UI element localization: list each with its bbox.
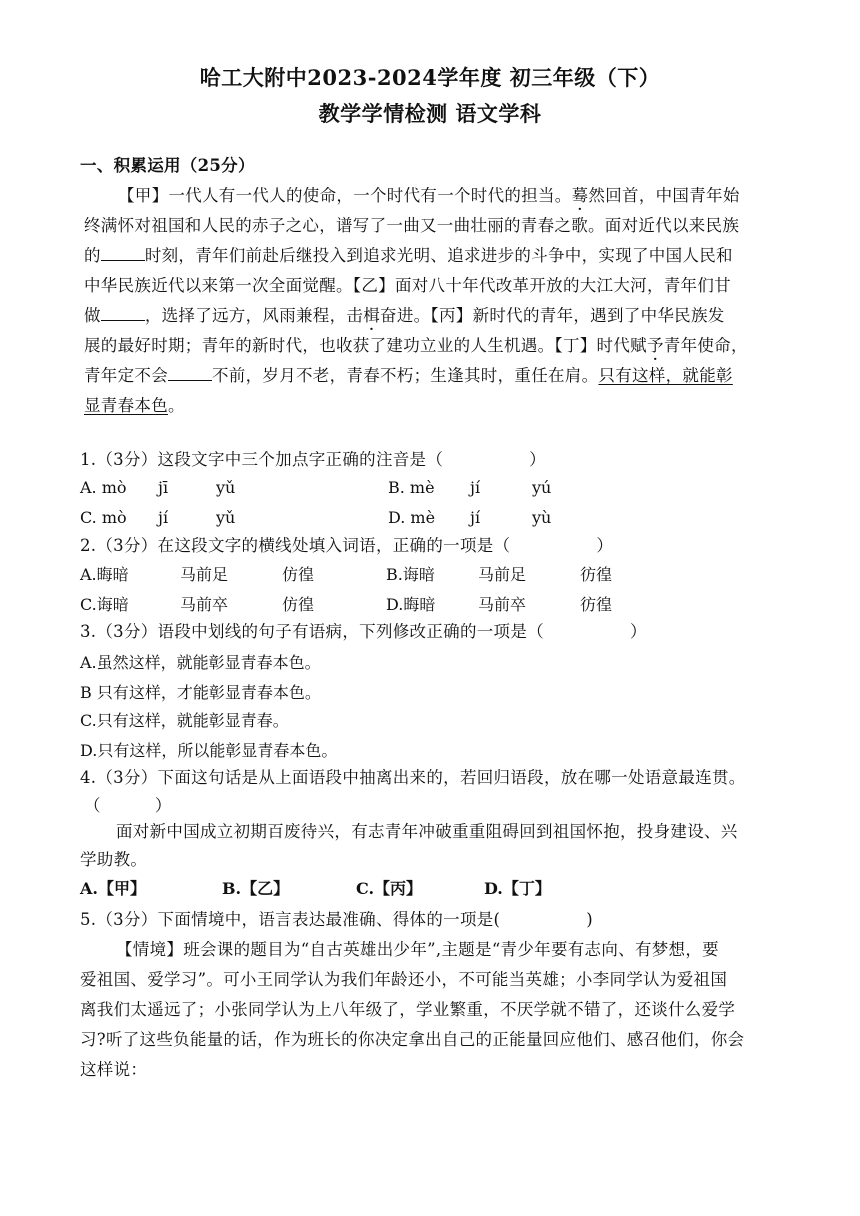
passage-line-3 xyxy=(84,242,733,266)
paren-open: （ xyxy=(84,796,101,815)
q1-option-a-2: jī xyxy=(158,478,169,497)
q5-context-line-4: 习?听了这些负能量的话，作为班长的你决定拿出自己的正能量回应他们、感召他们，你会 xyxy=(80,1030,745,1049)
q2-option-d[interactable]: D.晦暗 xyxy=(386,595,436,614)
fill-blank-2[interactable] xyxy=(101,306,145,321)
passage-line-8 xyxy=(84,392,185,416)
q3-option-b[interactable]: B 只有这样，才能彰显青春本色。 xyxy=(80,683,321,702)
passage-text: 的 xyxy=(84,246,101,265)
q2-option-b-2: 马前足 xyxy=(478,565,527,584)
fill-blank-1[interactable] xyxy=(101,246,145,261)
paren-close: ） xyxy=(629,622,647,641)
q2-option-c-3: 仿徨 xyxy=(282,595,315,614)
q2-option-b[interactable]: B.诲暗 xyxy=(386,565,435,584)
q5-context-line-3: 离我们太遥远了；小张同学认为上八年级了，学业繁重，不厌学就不错了，还谈什么爱学 xyxy=(80,1000,736,1019)
q1-option-d-3: yù xyxy=(532,508,552,527)
section-heading: 一、积累运用（25分） xyxy=(80,156,255,175)
question-text: 1.（3分）这段文字中三个加点字正确的注音是（ xyxy=(80,450,444,469)
q2-option-c-2: 马前卒 xyxy=(180,595,229,614)
q3-option-a[interactable]: A.虽然这样，就能彰显青春本色。 xyxy=(80,653,321,672)
dotted-char: 蓦 xyxy=(571,186,589,205)
q1-option-a[interactable]: A. mò xyxy=(80,478,127,497)
q2-option-d-2: 马前卒 xyxy=(478,595,527,614)
paren-close: ） xyxy=(529,450,546,469)
q5-context-line-1: 【情境】班会课的题目为“自古英雄出少年”,主题是“青少年要有志向、有梦想，要 xyxy=(116,940,719,959)
passage-text: ，选择了远方，风雨兼程，击 xyxy=(144,306,364,325)
answer-paren-line[interactable] xyxy=(84,792,172,816)
q4-sentence-line-2: 学助教。 xyxy=(80,850,148,869)
passage-line-2: 终满怀对祖国和人民的赤子之心，谱写了一曲又一曲壮丽的青春之歌。面对近代以来民族 xyxy=(84,216,740,235)
q2-option-a-3: 仿徨 xyxy=(282,565,315,584)
passage-text: 青年定不会 xyxy=(84,366,168,385)
q1-option-a-3: yǔ xyxy=(216,478,236,497)
q1-option-c[interactable]: C. mò xyxy=(80,508,127,527)
passage-text: 时刻，青年们前赴后继投入到追求光明、追求进步的斗争中，实现了中国人民和 xyxy=(144,246,733,265)
question-2-stem xyxy=(80,532,613,556)
q1-option-b-3: yú xyxy=(532,478,552,497)
q1-option-c-2: jí xyxy=(158,508,169,527)
question-1-stem xyxy=(80,446,546,470)
passage-line-6 xyxy=(84,332,748,356)
q2-option-a-2: 马前足 xyxy=(180,565,229,584)
q2-option-d-3: 彷徨 xyxy=(580,595,613,614)
dotted-char: 予 xyxy=(646,336,664,355)
question-text: 5.（3分）下面情境中，语言表达最准确、得体的一项是( xyxy=(80,910,501,929)
passage-line-7 xyxy=(84,362,733,386)
passage-text: 不前，岁月不老，青春不朽；生逢其时，重任在肩。 xyxy=(212,366,599,385)
paren-close: ） xyxy=(596,536,614,555)
q2-option-b-3: 彷徨 xyxy=(580,565,613,584)
q2-option-a[interactable]: A.晦暗 xyxy=(80,565,129,584)
q1-option-b-2: jí xyxy=(470,478,481,497)
q3-option-c[interactable]: C.只有这样，就能彰显青春。 xyxy=(80,711,289,730)
fill-blank-3[interactable] xyxy=(168,366,212,381)
passage-line-1 xyxy=(118,182,740,206)
q5-context-line-5: 这样说： xyxy=(80,1060,148,1079)
passage-text: 做 xyxy=(84,306,101,325)
question-text: 3.（3分）语段中划线的句子有语病，下列修改正确的一项是（ xyxy=(80,622,544,641)
q1-option-b[interactable]: B. mè xyxy=(388,478,435,497)
q4-sentence-line-1: 面对新中国成立初期百废待兴，有志青年冲破重重阻碍回到祖国怀抱，投身建设、兴 xyxy=(116,822,738,841)
passage-text: 奋进。【丙】新时代的青年，遇到了中华民族发 xyxy=(380,306,725,325)
dotted-char: 楫 xyxy=(363,306,381,325)
passage-text: 【甲】一代人有一代人的使命，一个时代有一个时代的担当。 xyxy=(118,186,572,205)
q4-option-c[interactable]: C.【丙】 xyxy=(356,879,423,898)
q1-option-d-2: jí xyxy=(470,508,481,527)
exam-title-line2: 教学学情检测 语文学科 xyxy=(318,101,542,126)
q2-option-c[interactable]: C.诲暗 xyxy=(80,595,129,614)
q4-option-d[interactable]: D.【丁】 xyxy=(484,879,551,898)
q4-option-b[interactable]: B.【乙】 xyxy=(222,879,290,898)
underlined-sentence: 显青春本色 xyxy=(84,396,168,415)
paren-close: ) xyxy=(586,910,594,929)
question-5-stem xyxy=(80,906,593,930)
passage-line-4: 中华民族近代以来第一次全面觉醒。【乙】面对八十年代改革开放的大江大河，青年们甘 xyxy=(84,276,731,295)
q1-option-c-3: yǔ xyxy=(216,508,236,527)
q1-option-d[interactable]: D. mè xyxy=(388,508,436,527)
question-3-stem xyxy=(80,618,647,642)
passage-text: 。 xyxy=(168,396,185,415)
paren-close: ） xyxy=(154,796,172,815)
passage-text: 青年使命， xyxy=(663,336,748,355)
passage-text: 展的最好时期；青年的新时代，也收获了建功立业的人生机遇。【丁】时代赋 xyxy=(84,336,647,355)
question-4-stem: 4.（3分）下面这句话是从上面语段中抽离出来的，若回归语段，放在哪一处语意最连贯。 xyxy=(80,768,746,787)
q5-context-line-2: 爱祖国、爱学习”。可小王同学认为我们年龄还小，不可能当英雄；小李同学认为爱祖国 xyxy=(80,970,728,989)
exam-title-line1: 哈工大附中2023-2024学年度 初三年级（下） xyxy=(199,65,661,90)
q3-option-d[interactable]: D.只有这样，所以能彰显青春本色。 xyxy=(80,741,338,760)
passage-text: 然回首，中国青年始 xyxy=(588,186,740,205)
passage-line-5 xyxy=(84,302,725,326)
q4-option-a[interactable]: A.【甲】 xyxy=(80,879,146,898)
underlined-sentence: 只有这样，就能彰 xyxy=(598,366,733,385)
question-text: 2.（3分）在这段文字的横线处填入词语，正确的一项是（ xyxy=(80,536,511,555)
